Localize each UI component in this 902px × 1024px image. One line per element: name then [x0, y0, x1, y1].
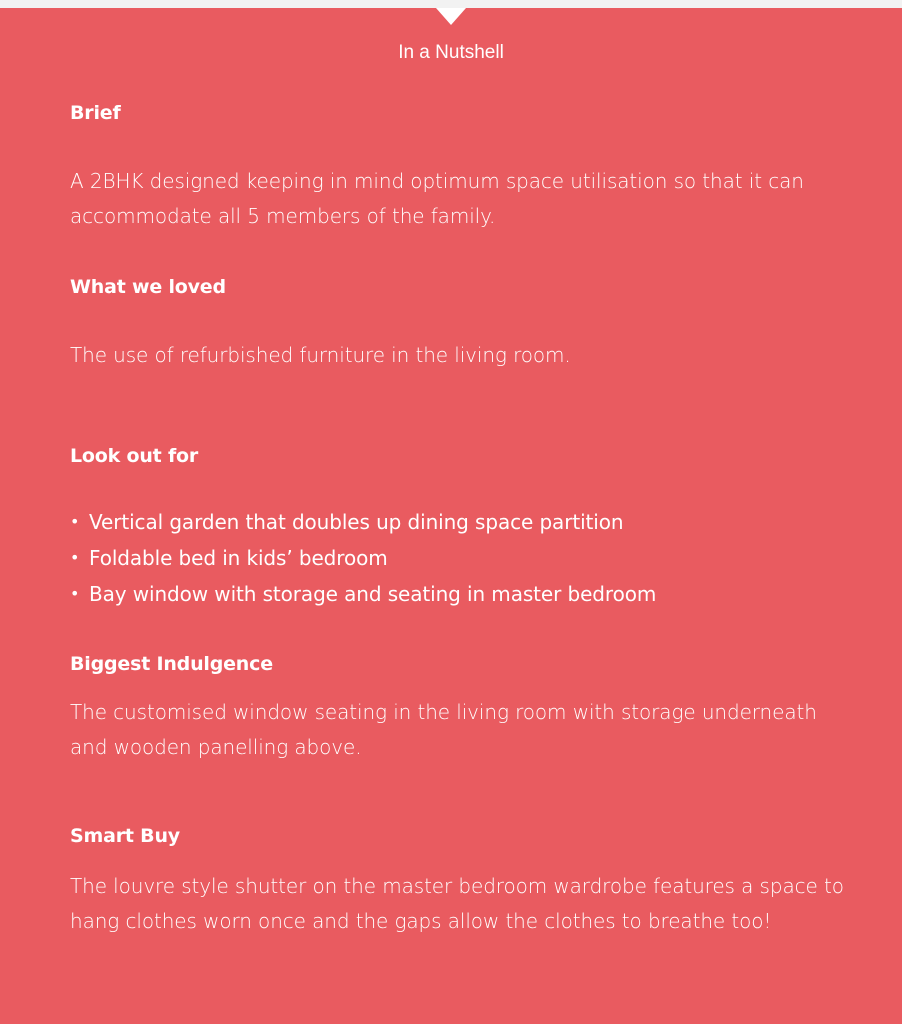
what-we-loved-heading: What we loved: [70, 276, 226, 298]
card-title: In a Nutshell: [398, 42, 504, 63]
look-out-for-heading: Look out for: [70, 445, 199, 467]
look-out-for-list: [70, 504, 656, 612]
list-item: • Bay window with storage and seating in master bedroom: [70, 576, 656, 612]
biggest-indulgence-text: The customised window seating in the living room with storage underneath and wooden panelling above.: [70, 700, 817, 759]
pointer-notch: [436, 8, 466, 25]
nutshell-card: [0, 8, 902, 1024]
what-we-loved-text: The use of refurbished furniture in the living room.: [70, 343, 571, 367]
smart-buy-heading: Smart Buy: [70, 825, 180, 847]
brief-text: A 2BHK designed keeping in mind optimum space utilisation so that it can accommodate all 5 members of the family.: [70, 169, 804, 228]
brief-heading: Brief: [70, 102, 121, 124]
list-item: • Vertical garden that doubles up dining space partition: [70, 504, 656, 540]
list-item: • Foldable bed in kids’ bedroom: [70, 540, 656, 576]
top-strip: [0, 0, 902, 8]
smart-buy-text: The louvre style shutter on the master bedroom wardrobe features a space to hang clothes worn once and the gaps allow the clothes to breathe too!: [70, 874, 844, 933]
biggest-indulgence-heading: Biggest Indulgence: [70, 653, 273, 675]
